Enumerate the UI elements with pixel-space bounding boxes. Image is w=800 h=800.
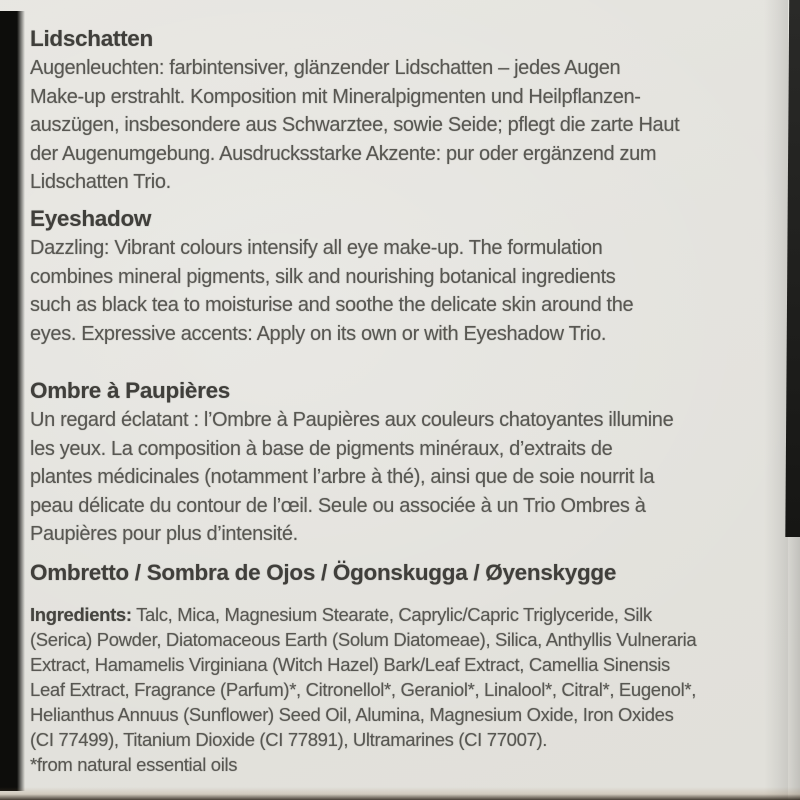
body-line: der Augenumgebung. Ausdrucksstarke Akzente: pur oder ergänzend zum [30,142,657,165]
section-ingredients [30,602,696,777]
body-line: Paupières pour plus d’intensité. [30,523,298,545]
ingredients-line: Leaf Extract, Fragrance (Parfum)*, Citronellol*, Geraniol*, Linalool*, Citral*, Eugenol*, [30,679,697,700]
body-line: Lidschatten Trio. [30,171,171,193]
section-french [30,376,673,549]
ingredients-label: Ingredients: [30,604,132,625]
ingredients-line: (Serica) Powder, Diatomaceous Earth (Solum Diatomeae), Silica, Anthyllis Vulneraria [30,629,697,650]
label-text-panel [30,0,790,800]
section-heading-french: Ombre à Paupières [30,378,230,403]
box-right-crease-shadow [764,0,788,800]
box-right-edge-light [788,537,800,800]
box-left-edge-shadow [0,11,25,791]
body-line: Augenleuchten: farbintensiver, glänzender Lidschatten – jedes Augen [30,57,621,79]
body-line: plantes médicinales (notamment l’arbre à thé), ainsi que de soie nourrit la [30,466,655,488]
ingredients-line [30,602,696,627]
body-line: eyes. Expressive accents: Apply on its own or with Eyeshadow Trio. [30,322,607,345]
multilanguage-product-names: Ombretto / Sombra de Ojos / Ögonskugga / Øyenskygge [30,560,617,585]
box-bottom-edge-shadow [0,787,800,800]
body-line: auszügen, insbesondere aus Schwarztee, sowie Seide; pflegt die zarte Haut [30,114,680,136]
ingredients-line: (CI 77499), Titanium Dioxide (CI 77891), Ultramarines (CI 77007). [30,729,548,750]
ingredients-text: Talc, Mica, Magnesium Stearate, Caprylic/Capric Triglyceride, Silk [131,604,652,625]
body-line: Make-up erstrahlt. Komposition mit Mineralpigmenten und Heilpflanzen- [30,85,641,108]
body-line: Un regard éclatant : l’Ombre à Paupières aux couleurs chatoyantes illumine [30,409,674,431]
ingredients-line: Extract, Hamamelis Virginiana (Witch Hazel) Bark/Leaf Extract, Camellia Sinensis [30,654,670,675]
body-line: such as black tea to moisturise and soothe the delicate skin around the [30,294,634,316]
section-multilanguage [30,558,616,588]
section-german [30,24,679,197]
body-line: Dazzling: Vibrant colours intensify all eye make-up. The formulation [30,237,603,259]
ingredients-footnote: *from natural essential oils [30,754,238,775]
body-line: les yeux. La composition à base de pigments minéraux, d’extraits de [30,437,613,460]
section-heading-english: Eyeshadow [30,206,152,231]
ingredients-line: Helianthus Annuus (Sunflower) Seed Oil, Alumina, Magnesium Oxide, Iron Oxides [30,704,674,725]
section-heading-german: Lidschatten [30,26,153,51]
body-line: combines mineral pigments, silk and nourishing botanical ingredients [30,265,616,288]
body-line: peau délicate du contour de l’œil. Seule ou associée à un Trio Ombres à [30,494,646,517]
section-english [30,204,633,348]
